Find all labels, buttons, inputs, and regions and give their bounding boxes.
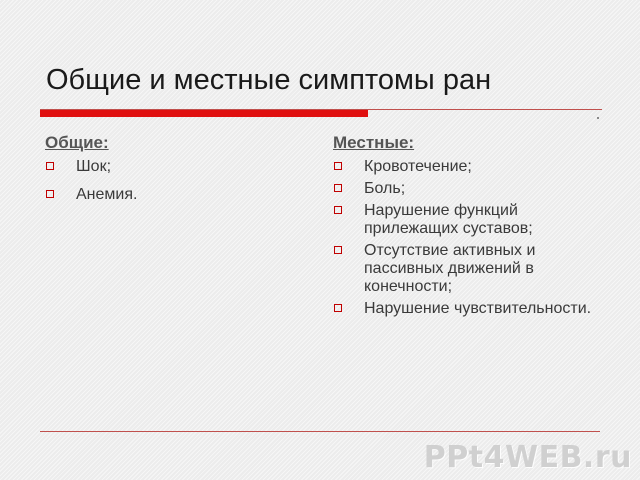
square-bullet-icon bbox=[334, 206, 342, 214]
watermark-logo: PPt4WEB.ru bbox=[423, 440, 632, 475]
square-bullet-icon bbox=[334, 184, 342, 192]
list-item bbox=[333, 180, 613, 198]
square-bullet-icon bbox=[334, 304, 342, 312]
list-item bbox=[333, 242, 613, 296]
list-item bbox=[45, 158, 295, 176]
decorative-dot bbox=[597, 117, 599, 119]
title-accent-bar bbox=[40, 110, 368, 117]
list-item bbox=[45, 186, 295, 204]
list-item-label: Нарушение функций прилежащих суставов; bbox=[364, 202, 533, 237]
footer-rule bbox=[40, 431, 600, 432]
list-item-label: Анемия. bbox=[76, 186, 138, 203]
list-item bbox=[333, 158, 613, 176]
local-symptoms-column bbox=[333, 133, 613, 322]
square-bullet-icon bbox=[46, 162, 54, 170]
list-item bbox=[333, 300, 613, 318]
list-item-label: Кровотечение; bbox=[364, 158, 472, 175]
list-item-label: Нарушение чувствительности. bbox=[364, 300, 592, 317]
general-symptoms-column bbox=[45, 133, 295, 214]
general-symptoms-heading: Общие: bbox=[45, 133, 109, 152]
square-bullet-icon bbox=[334, 162, 342, 170]
local-symptoms-heading: Местные: bbox=[333, 133, 415, 152]
slide-title: Общие и местные симптомы ран bbox=[46, 64, 492, 96]
list-item-label: Шок; bbox=[76, 158, 112, 175]
list-item bbox=[333, 202, 613, 238]
square-bullet-icon bbox=[46, 190, 54, 198]
square-bullet-icon bbox=[334, 246, 342, 254]
list-item-label: Боль; bbox=[364, 180, 406, 197]
list-item-label: Отсутствие активных и пассивных движений в конечности; bbox=[364, 242, 536, 295]
